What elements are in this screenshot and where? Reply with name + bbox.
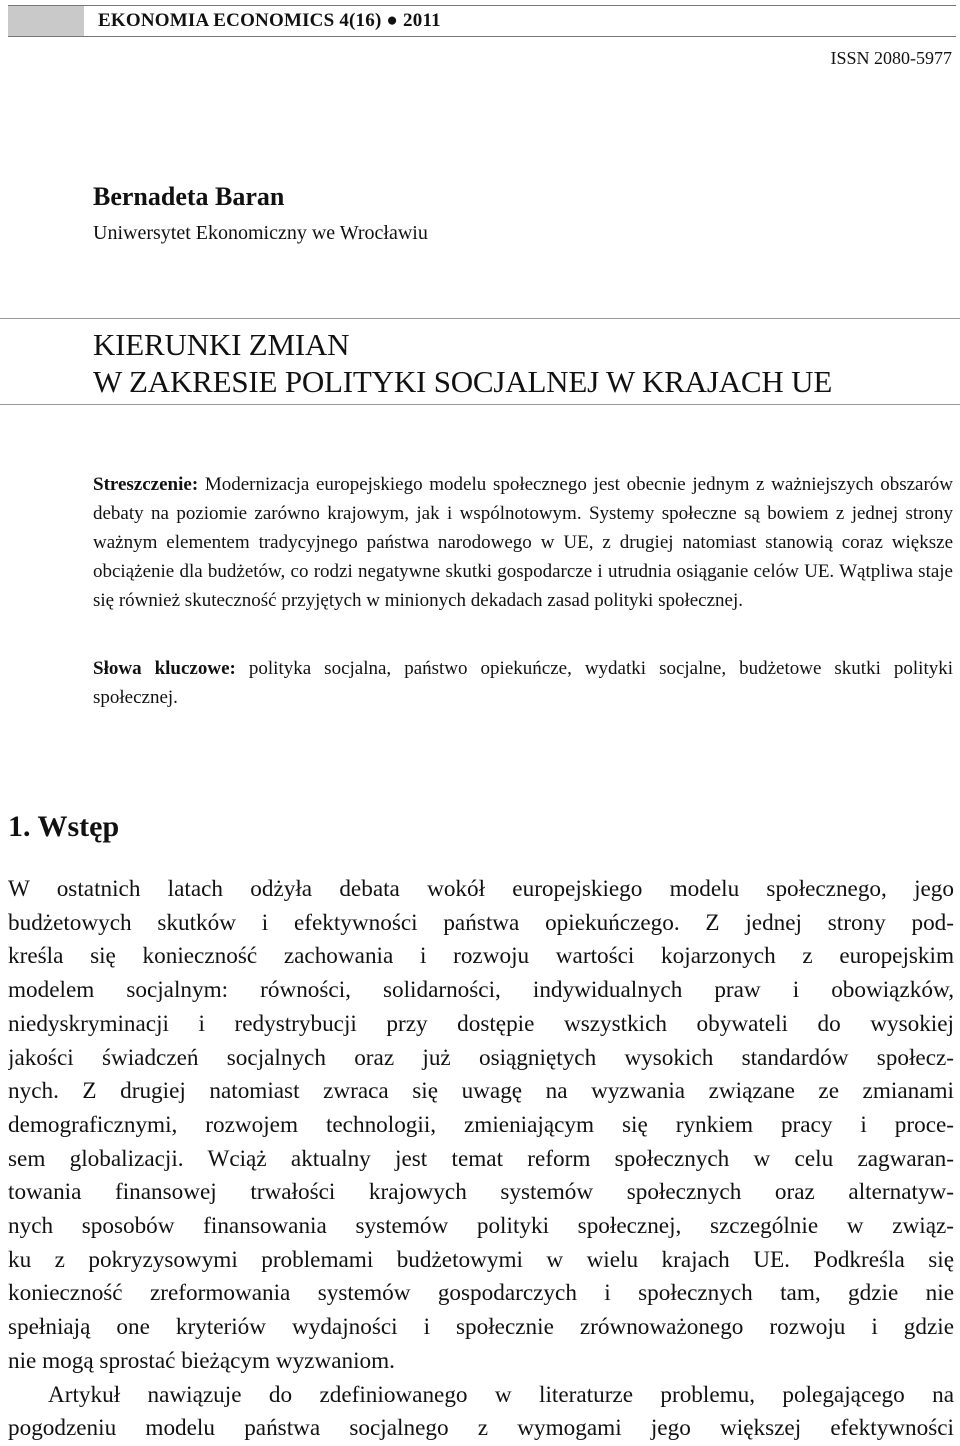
keywords-label: Słowa kluczowe: [93, 658, 236, 679]
abstract-label: Streszczenie: [93, 474, 199, 495]
body-line: nych. Z drugiej natomiast zwraca się uwagę na wyzwania związane ze zmianami [8, 1078, 954, 1105]
body-line: kreśla się konieczność zachowania i rozwoju wartości kojarzonych z europejskim [8, 943, 954, 970]
body-line: sem globalizacji. Wciąż aktualny jest temat reform społecznych w celu zagwaran- [8, 1145, 954, 1172]
body-line: demograficznymi, rozwojem technologii, zmieniającym się rynkiem pracy i proce- [8, 1111, 954, 1138]
abstract [93, 470, 953, 615]
title-line-2: W ZAKRESIE POLITYKI SOCJALNEJ W KRAJACH UE [93, 364, 833, 399]
body-line: konieczność zreformowania systemów gospodarczych i społecznych tam, gdzie nie [8, 1280, 954, 1307]
body-line: modelem socjalnym: równości, solidarności, indywidualnych praw i obowiązków, [8, 977, 954, 1004]
body-line: jakości świadczeń socjalnych oraz już osiągniętych wysokich standardów społecz- [8, 1044, 954, 1071]
title-rule-top [0, 318, 960, 319]
header-shade-block [8, 6, 84, 36]
body-line: Artykuł nawiązuje do zdefiniowanego w literaturze problemu, polegającego na [48, 1381, 954, 1408]
body-line: budżetowych skutków i efektywności państwa opiekuńczego. Z jednej strony pod- [8, 909, 954, 936]
abstract-text: Modernizacja europejskiego modelu społecznego jest obecnie jednym z ważniejszych obszarów debaty na poziomie zarówno krajowym, jak i wspólnotowym. Systemy społeczne są bowiem z jednej strony ważnym elementem tradycyjnego państwa narodowego w UE, z drugiej natomiast stanowią coraz większe obciążenie dla budżetów, co rodzi negatywne skutki gospodarcze i utrudnia osiąganie celów UE. Wątpliwa staje się również skuteczność przyjętych w minionych dekadach zasad polityki społecznej. [93, 474, 954, 611]
body-line: nych sposobów finansowania systemów polityki społecznej, szczególnie w związ- [8, 1213, 954, 1240]
issn-number: ISSN 2080-5977 [830, 48, 952, 68]
body-line: ku z pokryzysowymi problemami budżetowymi w wielu krajach UE. Podkreśla się [8, 1246, 954, 1273]
body-line: W ostatnich latach odżyła debata wokół europejskiego modelu społecznego, jego [8, 876, 954, 902]
keywords [93, 654, 953, 712]
body-line: towania finansowej trwałości krajowych systemów społecznych oraz alternatyw- [8, 1179, 954, 1206]
section-body [8, 873, 954, 1446]
body-line: niedyskryminacji i redystrybucji przy dostępie wszystkich obywateli do wysokiej [8, 1010, 954, 1037]
body-line: nie mogą sprostać bieżącym wyzwaniom. [8, 1347, 395, 1374]
body-line: spełniają one kryteriów wydajności i społecznie zrównoważonego rozwoju i gdzie [8, 1314, 954, 1341]
article-title [93, 326, 832, 400]
journal-header: EKONOMIA ECONOMICS 4(16) ● 2011 [98, 10, 441, 31]
journal-header-bar [8, 5, 956, 37]
section-heading: 1. Wstęp [8, 810, 120, 843]
keywords-text: polityka socjalna, państwo opiekuńcze, wydatki socjalne, budżetowe skutki polityki społecznej. [93, 658, 954, 708]
body-line: pogodzeniu modelu państwa socjalnego z wymogami jego większej efektywności [8, 1415, 954, 1442]
title-line-1: KIERUNKI ZMIAN [93, 327, 350, 362]
title-rule-bottom [0, 404, 960, 405]
author-name: Bernadeta Baran [93, 182, 285, 211]
author-affiliation: Uniwersytet Ekonomiczny we Wrocławiu [93, 222, 428, 244]
